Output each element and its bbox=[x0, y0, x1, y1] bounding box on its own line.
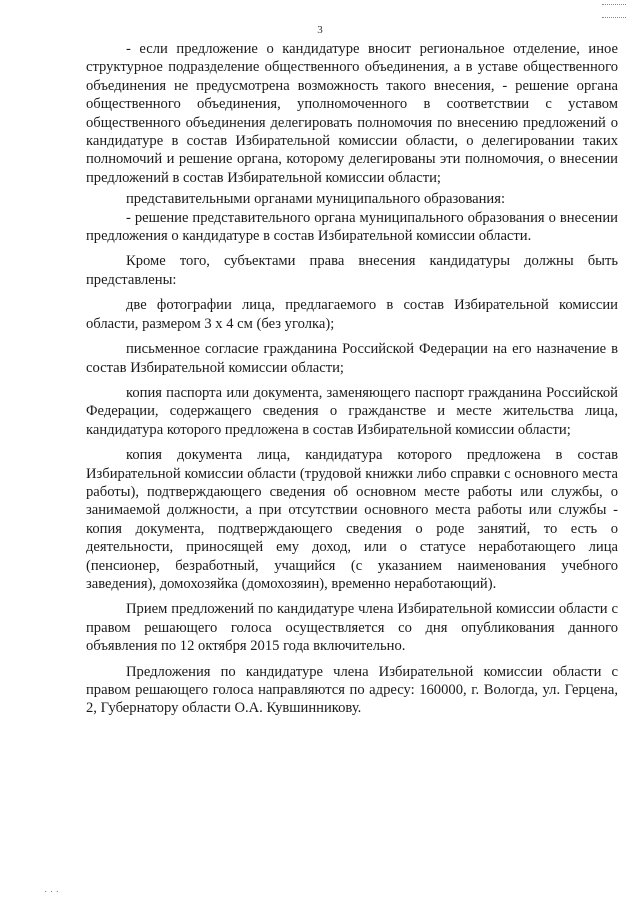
paragraph-municipal-decision: - решение представительного органа муниципального образования о внесении предложения о кандидатуре в состав Избирательной комиссии области. bbox=[86, 209, 618, 245]
paragraph-consent: письменное согласие гражданина Российской Федерации на его назначение в состав Избирательной комиссии области; bbox=[86, 341, 618, 376]
paragraph-regional-branch: - если предложение о кандидатуре вносит региональное отделение, иное структурное подразделение общественного объединения, а в уставе общественного объединения не предусмотрена возможность такого внесения, - решение органа общественного объединения, уполномоченного в соответствии с уставом общественного объединения делегировать полномочия по внесению предложений о кандидатуре в состав Избирательной комиссии области, о делегировании таких полномочий и решение органа, которому делегированы эти полномочия, о внесении предложений в состав Избирательной комиссии области; bbox=[86, 41, 618, 186]
scan-bottom-marks: ˙ ˙ ˙ bbox=[44, 890, 59, 901]
page-number: 3 bbox=[317, 24, 323, 36]
paragraph-municipal-heading: представительными органами муниципального образования: bbox=[126, 191, 506, 208]
document-body bbox=[86, 40, 618, 718]
scan-corner-mark bbox=[602, 4, 626, 18]
paragraph-passport: копия паспорта или документа, заменяющего паспорт гражданина Российской Федерации, содержащего сведения о гражданстве и месте жительства лица, кандидатура которого предложена в состав Избирательной комиссии области; bbox=[86, 384, 618, 438]
paragraph-additional-docs: Кроме того, субъектами права внесения кандидатуры должны быть представлены: bbox=[86, 253, 618, 288]
paragraph-employment: копия документа лица, кандидатура которого предложена в состав Избирательной комиссии области (трудовой книжки либо справки с основного места работы), подтверждающего сведения об основном месте работы или службы, о занимаемой должности, а при отсутствии основного места работы или службы - копия документа, подтверждающего сведения о роде занятий, то есть о деятельности, приносящей ему доход, или о статусе неработающего лица (пенсионер, безработный, учащийся (с указанием наименования учебного заведения), домохозяйка (домохозяин), временно неработающий). bbox=[86, 447, 618, 592]
paragraph-photos: две фотографии лица, предлагаемого в состав Избирательной комиссии области, размером 3 х 4 см (без уголка); bbox=[86, 297, 618, 332]
paragraph-address: Предложения по кандидатуре члена Избирательной комиссии области с правом решающего голоса направляются по адресу: 160000, г. Вологда, ул. Герцена, 2, Губернатору области О.А. Кувшинникову. bbox=[86, 663, 618, 717]
paragraph-acceptance-period: Прием предложений по кандидатуре члена Избирательной комиссии области с правом решающего голоса осуществляется со дня опубликования данного объявления по 12 октября 2015 года включительно. bbox=[86, 601, 618, 655]
